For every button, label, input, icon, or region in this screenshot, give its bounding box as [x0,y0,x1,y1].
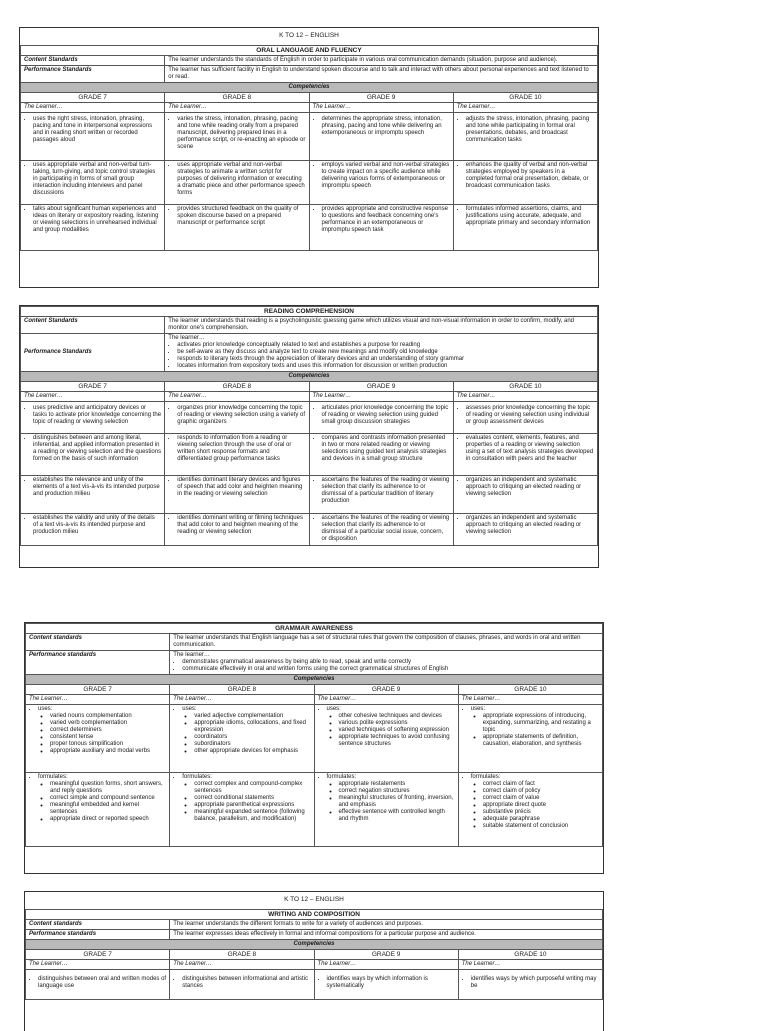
section-title: READING COMPREHENSION [21,307,598,317]
content-standards-text: The learner understands that English language has a set of structural rules that govern the composition of clauses, phrases, and words in oral and written communication. [170,634,603,651]
learner-label: The Learner… [170,695,314,705]
learner-label: The Learner… [309,103,453,113]
formulates-label: formulates: [326,774,357,780]
grammar-item: ◦ meaningful expanded sentence (following balance, parallelism, and modification) [194,809,310,823]
learner-label: The Learner… [21,103,165,113]
grammar-item: ◦ varied verb complementation [50,720,166,727]
grade-header: GRADE 9 [314,685,458,695]
grammar-item: ◦ suitable statement of conclusion [483,823,599,830]
performance-standards-label: Performance standards [26,651,170,675]
competency-item: • adjusts the stress, intonation, phrasing, pacing and tone while participating in formal oral presentations, debates, and broadcast communication tasks [466,116,594,144]
formulates-label: formulates: [38,774,68,780]
grammar-item: ◦ varied adjective complementation [194,713,310,720]
grade-header: GRADE 10 [458,950,602,960]
grammar-item: ◦ correct claim of fact [483,781,599,788]
performance-item: • responds to literary texts through the appreciation of literary devices and an understanding of story grammar [177,356,594,363]
performance-standards-label: Performance Standards [21,334,165,372]
competency-item: • employs varied verbal and non-verbal strategies to create impact on a specific audience while delivering various forms of extemporaneous or impromptu speech [322,162,450,190]
grammar-page [24,622,604,874]
learner-label: The Learner… [21,392,165,402]
competency-item: • identifies dominant literary devices and figures of speech that add color and heighten meaning in the reading or viewing selection [177,477,305,498]
grammar-item: ◦ meaningful embedded and kernel sentences [50,802,166,816]
performance-intro: The learner… [173,652,210,658]
learner-label: The Learner… [170,960,314,970]
grammar-item: ◦ coordinators [194,734,310,741]
grammar-table [25,623,603,847]
doc-header: K TO 12 – ENGLISH [279,32,339,39]
uses-label: uses: [182,706,197,712]
grammar-item: ◦ correct complex and compound-complex sentences [194,781,310,795]
competency-item: • ascertains the features of the reading or viewing selection that clarify its adherence to or dismissal of a particular social issue, concern, or disposition [322,515,450,543]
competency-item: • enhances the quality of verbal and non-verbal strategies employed by speakers in a completed formal oral presentation, debate, or broadcast communication tasks [466,162,594,190]
competency-item: • assesses prior knowledge concerning the topic of reading or viewing selection using individual or group assessment devices [466,405,594,426]
competency-item: • talks about significant human experiences and ideas on literary or expository reading, listening or viewing selections in unrehearsed individual and group modalities [33,206,161,234]
grammar-item: ◦ meaningful question forms, short answers, and reply questions [50,781,166,795]
grammar-item: ◦ appropriate parenthetical expressions [194,802,310,809]
competency-item: • uses appropriate verbal and non-verbal strategies to animate a written script for purposes of delivering information or executing a dramatic piece and other performance speech forms [177,162,305,197]
uses-label: uses: [470,706,486,712]
content-standards-label: Content standards [26,920,170,930]
grammar-item: ◦ meaningful structures of fronting, inversion, and emphasis [339,795,455,809]
grammar-item: ◦ correct conditional statements [194,795,310,802]
competency-item: • identifies ways by which purposeful writing may be [471,976,599,990]
grammar-item: ◦ substantive précis [483,809,599,816]
content-standards-label: Content standards [26,634,170,651]
performance-standards-label: Performance Standards [21,66,165,83]
grammar-item: ◦ adequate paraphrase [483,816,599,823]
competency-item: • organizes prior knowledge concerning the topic of reading or viewing selection using a variety of graphic organizers [177,405,305,426]
learner-label: The Learner… [453,103,597,113]
oral-table [20,45,598,251]
learner-label: The Learner… [314,695,458,705]
uses-label: uses: [38,706,53,712]
performance-standards-cell [170,651,603,675]
grade-header: GRADE 10 [453,93,597,103]
grammar-item: ◦ other cohesive techniques and devices [339,713,455,720]
competency-item: • organizes an independent and systematic approach to critiquing an elected reading or viewing selection [466,515,594,536]
competency-item: • establishes the relevance and unity of the elements of a text vis-à-vis its intended purpose and production milieu [33,477,161,498]
grammar-item: ◦ correct determiners [50,727,166,734]
grade-header: GRADE 9 [314,950,458,960]
competencies-bar: Competencies [26,940,603,950]
grade-header: GRADE 9 [309,93,453,103]
learner-label: The Learner… [314,960,458,970]
learner-label: The Learner… [458,695,602,705]
content-standards-text: The learner understands that reading is a psycholinguistic guessing game which utilizes visual and non-visual information in order to confirm, modify, and monitor one's comprehension. [165,317,598,334]
grammar-item: ◦ appropriate auxiliary and modal verbs [50,748,166,755]
learner-label: The Learner… [309,392,453,402]
competency-item: • provides structured feedback on the quality of spoken discourse based on a prepared manuscript or performance script [177,206,305,227]
competencies-bar: Competencies [26,675,603,685]
writing-page [24,891,604,1031]
grammar-item: ◦ other appropriate devices for emphasis [194,748,310,755]
grade-header: GRADE 7 [21,93,165,103]
competencies-bar: Competencies [21,372,598,382]
performance-item: • locates information from expository texts and uses this information for discussion or written production [177,363,594,370]
grade-header: GRADE 7 [21,382,165,392]
grammar-item: ◦ correct negation structures [339,788,455,795]
competency-item: • uses appropriate verbal and non-verbal turn-taking, turn-giving, and topic control strategies in participating in forms of small group interaction including interviews and panel discussions [33,162,161,197]
competency-item: • responds to information from a reading or viewing selection through the use of oral or written short response formats and differentiated group performance tasks [177,435,305,463]
competency-item: • articulates prior knowledge concerning the topic of reading or viewing selection using guided small group discussion strategies [322,405,450,426]
competency-item: • determines the appropriate stress, intonation, phrasing, pacing and tone while delivering an extemporaneous or impromptu speech [322,116,450,137]
grammar-item: ◦ correct claim of value [483,795,599,802]
competency-item: • provides appropriate and constructive response to questions and feedback concerning one's performance in an extemporaneous or impromptu speech task [322,206,450,234]
learner-label: The Learner… [26,695,170,705]
grammar-item: ◦ appropriate techniques to avoid confusing sentence structures [339,734,455,748]
grade-header: GRADE 8 [170,950,314,960]
grammar-item: ◦ subordinators [194,741,310,748]
competency-item: • ascertains the features of the reading or viewing selection that clarify its adherence to or dismissal of a particular tradition of literary production [322,477,450,505]
performance-standards-label: Performance standards [26,930,170,940]
grade-header: GRADE 7 [26,685,170,695]
grade-header: GRADE 8 [170,685,314,695]
performance-standards-text: The learner has sufficient facility in English to understand spoken discourse and to talk and interact with others about personal experiences and text listened to or read. [165,66,598,83]
reading-page [19,305,599,568]
competency-item: • distinguishes between and among literal, inferential, and applied information presented in a reading or viewing selection and the questions formed on the basis of such information [33,435,161,463]
learner-label: The Learner… [165,103,309,113]
grade-header: GRADE 10 [458,685,602,695]
grammar-item: ◦ proper tonous simplification [50,741,166,748]
performance-standards-cell [165,334,598,372]
competency-item: • uses the right stress, intonation, phrasing, pacing and tone in interpersonal expressions and in reading short written or recorded passages aloud [33,116,161,144]
grade-header: GRADE 8 [165,93,309,103]
competency-item: • compares and contrasts information presented in two or more related reading or viewing selections using guided text analysis strategies and devices in a small group structure [322,435,450,463]
grammar-item: ◦ varied techniques of softening expression [339,727,455,734]
competency-item: • distinguishes between informational and artistic stances [182,976,310,990]
grammar-item: ◦ effective sentence with controlled length and rhythm [339,809,455,823]
learner-label: The Learner… [458,960,602,970]
grade-header: GRADE 8 [165,382,309,392]
grammar-item: ◦ correct simple and compound sentence [50,795,166,802]
formulates-label: formulates: [182,774,212,780]
competency-item: • distinguishes between oral and written modes of language use [38,976,166,990]
grammar-item: ◦ various polite expressions [339,720,455,727]
performance-standards-text: The learner expresses ideas effectively in formal and informal compositions for a particular purpose and audience. [170,930,603,940]
competency-item: • uses predictive and anticipatory devices or tasks to activate prior knowledge concerning the topic of reading or viewing selection [33,405,161,426]
competencies-bar: Competencies [21,83,598,93]
reading-table [20,306,598,546]
content-standards-text: The learner understands the different formats to write for a variety of audiences and purposes. [170,920,603,930]
learner-label: The Learner… [165,392,309,402]
grade-header: GRADE 7 [26,950,170,960]
grammar-item: ◦ appropriate direct quote [483,802,599,809]
grammar-item: ◦ consistent tense [50,734,166,741]
competency-item: • evaluates content, elements, features, and properties of a reading or viewing selection using a set of text analysis strategies developed in consultation with peers and the teacher [466,435,594,463]
content-standards-label: Content Standards [21,317,165,334]
content-standards-label: Content Standards [21,56,165,66]
grammar-item: ◦ appropriate expressions of introducing, expanding, summarizing, and restating a topic [483,713,599,734]
grammar-item: ◦ correct claim of policy [483,788,599,795]
grammar-item: ◦ varied nouns complementation [50,713,166,720]
section-title: ORAL LANGUAGE AND FLUENCY [21,46,598,56]
grade-header: GRADE 10 [453,382,597,392]
competency-item: • identifies dominant writing or filming techniques that add color to and heighten meaning of the reading or viewing selection [177,515,305,536]
section-title: GRAMMAR AWARENESS [26,624,603,634]
performance-item: • activates prior knowledge conceptually related to text and establishes a purpose for reading [177,342,594,349]
grammar-item: ◦ appropriate idioms, collocations, and fixed expression [194,720,310,734]
competency-item: • establishes the validity and unity of the details of a text vis-a-vis its intended purpose and production milieu [33,515,161,536]
performance-item: • be self-aware as they discuss and analyze text to create new meanings and modify old knowledge [177,349,594,356]
competency-item: • identifies ways by which information is systematically [327,976,455,990]
grammar-item: ◦ appropriate statements of definition, causation, elaboration, and synthesis [483,734,599,748]
content-standards-text: The learner understands the standards of English in order to participate in various oral communication demands (situation, purpose and audience). [165,56,598,66]
competency-item: • formulates informed assertions, claims, and justifications using accurate, adequate, and appropriate primary and secondary information [466,206,594,227]
oral-page [19,27,599,288]
learner-label: The Learner… [26,960,170,970]
performance-intro: The learner… [168,335,205,341]
grammar-item: ◦ appropriate restatements [339,781,455,788]
grade-header: GRADE 9 [309,382,453,392]
section-title: WRITING AND COMPOSITION [26,910,603,920]
competency-item: • organizes an independent and systematic approach to critiquing an elected reading or viewing selection [466,477,594,498]
performance-item: • communicate effectively in oral and written forms using the correct grammatical structures of English [182,666,599,673]
writing-table [25,909,603,1000]
doc-header: K TO 12 – ENGLISH [284,896,344,903]
formulates-label: formulates: [470,774,501,780]
grammar-item: ◦ appropriate direct or reported speech [50,816,166,823]
performance-item: • demonstrates grammatical awareness by being able to read, speak and write correctly [182,659,599,666]
uses-label: uses: [326,706,341,712]
learner-label: The Learner… [453,392,597,402]
competency-item: • varies the stress, intonation, phrasing, pacing and tone while reading orally from a prepared manuscript, delivering prepared lines in a performance script, or re-enacting an episode or scene [177,116,305,151]
